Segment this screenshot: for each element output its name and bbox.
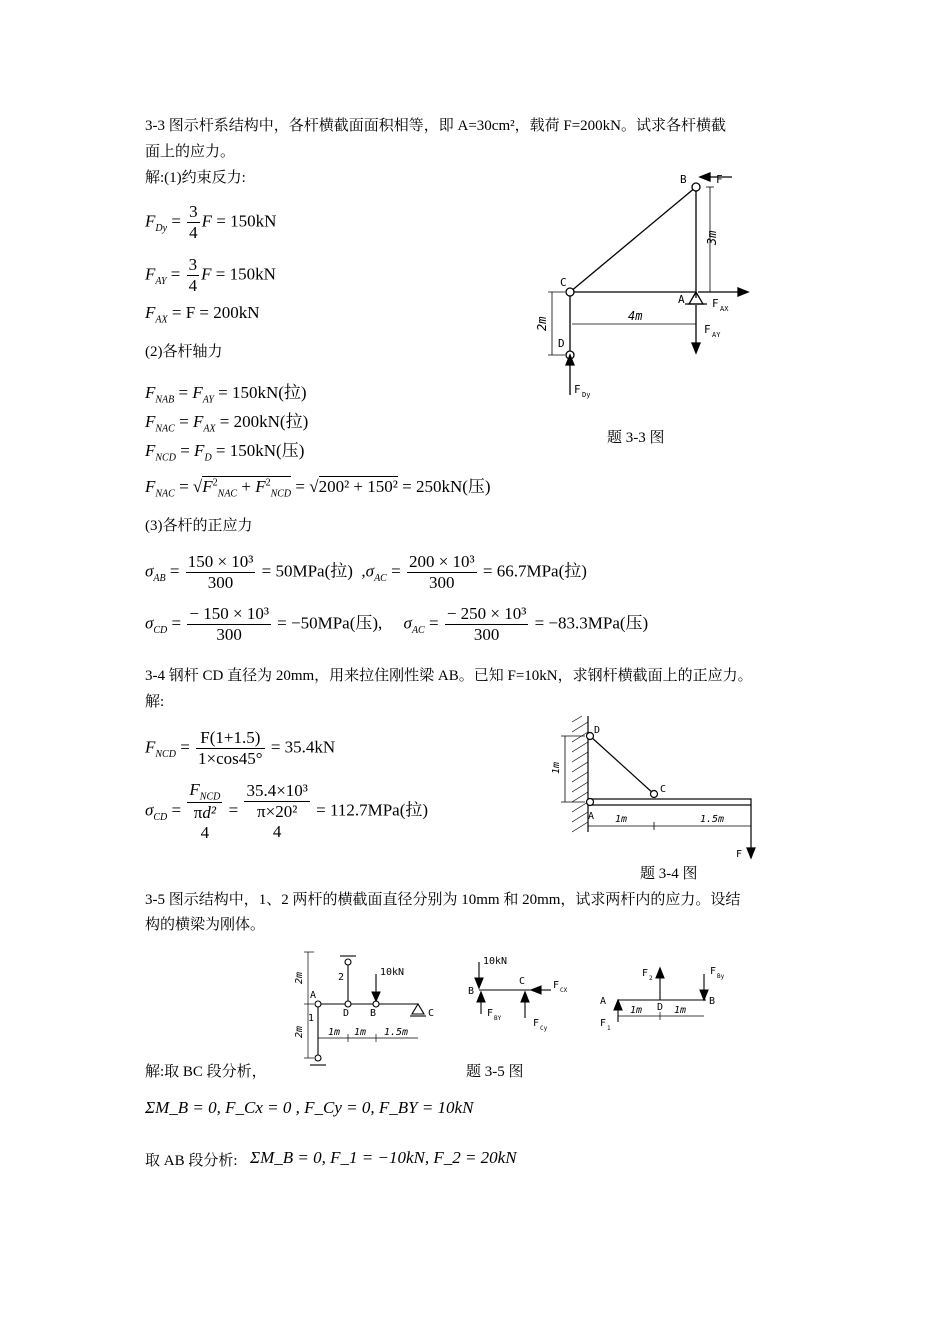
p33-numm150: − 150 × 10³ xyxy=(189,604,269,623)
f34-C: C xyxy=(660,784,667,795)
f34-D: D xyxy=(594,725,601,736)
p33-s3: = −50MPa(压), xyxy=(277,613,383,633)
p33-num200: 200 × 10³ xyxy=(408,552,475,571)
p33-line1: 3-3 图示杆系结构中，各杆横截面面积相等，即 A=30cm²，载荷 F=200kN。试求各杆横截 xyxy=(145,118,726,134)
f35-B: B xyxy=(370,1008,377,1019)
p34-pi1: π xyxy=(193,803,203,823)
f33-FDy: F xyxy=(574,383,581,396)
p33-n4-val: = 250kN(压) xyxy=(402,477,491,496)
fig-3-5-bc xyxy=(465,952,575,1037)
f35m-load: 10kN xyxy=(483,956,508,967)
p33-s-row2: $\sigma_{CD}$ = $\frac{\text{− 150 × 10³}}{300}$ = −50MPa(压), $\sigma_{AC}$ = $\frac{\text{− 250 × 10³}}{300}$ = −83.3MPa(压) xyxy=(145,604,649,644)
f35-m1b: 1m xyxy=(354,1027,367,1038)
p34-eq2r: = 112.7MPa(拉) xyxy=(316,800,429,820)
p33-s1: = 50MPa(拉) xyxy=(261,561,353,581)
p34-eq2n: 35.4×10³ xyxy=(246,781,308,801)
p33-n2-val: = 200kN(拉) xyxy=(219,412,309,431)
p33-numm250: − 250 × 10³ xyxy=(446,604,527,623)
f33-A: A xyxy=(678,293,685,306)
fig-3-5-ab xyxy=(598,960,728,1040)
f33-d4: 4m xyxy=(628,309,643,323)
f35-m2a: 2m xyxy=(294,971,305,984)
p33-eq1: $F_{Dy}$ = $\frac{3}{4}$ F = 150kN xyxy=(145,202,277,242)
p33-sol: 解:(1)约束反力: xyxy=(145,170,246,186)
p33-den300d: 300 xyxy=(473,625,500,644)
f33-FAX: F xyxy=(712,297,719,310)
f35m-B: B xyxy=(468,986,475,997)
p34-pi2: π xyxy=(257,802,266,822)
p34-four1: 4 xyxy=(200,823,210,843)
f35-D: D xyxy=(343,1008,350,1019)
p33-line2: 面上的应力。 xyxy=(145,144,236,160)
p33-den300b: 300 xyxy=(429,573,455,592)
p33-s-row1: $\sigma_{AB}$ = $\frac{\text{150 × 10³}}{300}$ = 50MPa(拉) $,\sigma_{AC}$ = $\frac{\text{200 × 10³}}{300}$ = 66.7MPa(拉) xyxy=(145,552,587,592)
f33-d3: 3m xyxy=(705,230,719,245)
p33-n2: $F_{NAC} = F_{AX} = 200kN$(拉) xyxy=(145,412,309,435)
f34-A: A xyxy=(588,811,595,822)
f33-FDy-sub: Dy xyxy=(582,391,591,399)
p33-h2: (2)各杆轴力 xyxy=(145,344,223,360)
p34-eq1: $F_{NCD}$ = $\frac{F(1+1.5)}{1\times\cos 45^\circ}$ = 35.4kN xyxy=(145,728,336,768)
p35-line1: 3-5 图示结构中，1、2 两杆的横截面直径分别为 10mm 和 20mm，试求两杆内的应力。设结 xyxy=(145,892,741,908)
p33-eq3-val: = F = 200kN xyxy=(171,303,260,322)
f35m-FBY-sub: BY xyxy=(494,1015,502,1022)
f35r-B: B xyxy=(709,996,716,1007)
f33-FAY: F xyxy=(704,323,711,336)
p34-eq1r: = 35.4kN xyxy=(270,737,336,757)
f35m-FBY: F xyxy=(487,1008,494,1019)
f35r-F2: F xyxy=(642,968,649,979)
f35r-A: A xyxy=(600,996,607,1007)
p34-four2: 4 xyxy=(272,822,282,842)
p35-eq2: ΣM_B = 0, F_1 = −10kN, F_2 = 20kN xyxy=(250,1148,517,1167)
p33-eq3: $F_{AX} = F = 200kN$ xyxy=(145,303,260,326)
p33-n4: $F_{NAC} = √F^2_{NAC} + F^2_{NCD} = √200^2 + 150^2 = 250kN$(压) xyxy=(145,477,491,500)
p34-eq1d: 1×cos45° xyxy=(198,749,263,768)
p33-den300a: 300 xyxy=(207,573,234,592)
f33-C: C xyxy=(560,276,567,289)
f33-D: D xyxy=(558,337,565,350)
f35-m15: 1.5m xyxy=(384,1027,409,1038)
f35r-F1: F xyxy=(600,1018,607,1029)
p33-caption: 题 3-3 图 xyxy=(607,430,665,446)
f35m-FCY: F xyxy=(533,1018,540,1029)
f35m-FCX-sub: CX xyxy=(560,987,568,994)
p34-eq1n: F(1+1.5) xyxy=(196,728,265,749)
p34-line1: 3-4 钢杆 CD 直径为 20mm，用来拉住刚性梁 AB。已知 F=10kN，求钢杆横截面上的正应力。 xyxy=(145,668,753,684)
p33-eq2-val: = 150kN xyxy=(215,264,276,284)
p33-s2: = 66.7MPa(拉) xyxy=(482,561,587,581)
p34-eq2: $\sigma_{CD}$ = $F_{NCD}$ πd² 4 = 35.4×10³ π×20² 4 = 112.7MPa(拉) xyxy=(145,780,429,843)
f34-d15: 1.5m xyxy=(700,814,725,825)
fig-3-5-structure xyxy=(286,948,446,1073)
f35-m2b: 2m xyxy=(294,1025,305,1038)
p34-caption: 题 3-4 图 xyxy=(640,866,698,882)
fig-3-4 xyxy=(550,712,770,862)
f35r-F2-sub: 2 xyxy=(649,975,653,982)
p33-s4: = −83.3MPa(压) xyxy=(534,613,649,633)
p33-eq1-val: = 150kN xyxy=(216,211,277,231)
p33-n3-val: = 150kN(压) xyxy=(215,441,305,460)
p33-n1: $F_{NAB} = F_{AY} = 150kN$(拉) xyxy=(145,383,307,406)
f35-n2: 2 xyxy=(338,972,345,983)
f35-load: 10kN xyxy=(380,967,405,978)
f35m-FCX: F xyxy=(553,980,560,991)
f35r-FBy: F xyxy=(710,966,717,977)
f33-F: F xyxy=(716,173,723,186)
f33-B: B xyxy=(680,173,687,186)
f33-FAY-sub: AY xyxy=(712,331,721,339)
f33-FAX-sub: AX xyxy=(720,305,729,313)
p33-h3: (3)各杆的正应力 xyxy=(145,518,253,534)
f35-C: C xyxy=(428,1008,435,1019)
f35r-F1-sub: 1 xyxy=(607,1025,611,1032)
fig-3-3 xyxy=(520,165,760,405)
p33-den300c: 300 xyxy=(216,625,242,644)
p34-sol: 解: xyxy=(145,694,165,710)
f35r-m1a: 1m xyxy=(630,1005,643,1016)
p35-line2: 构的横梁为刚体。 xyxy=(145,917,266,933)
f33-d2: 2m xyxy=(535,316,549,331)
p35-sol: 解:取 BC 段分析， xyxy=(145,1064,267,1080)
f34-dv: 1m xyxy=(551,761,562,774)
p34-x20: ×20² xyxy=(265,802,298,822)
p35-eq2label: 取 AB 段分析: xyxy=(145,1153,238,1169)
p33-n3: $F_{NCD} = F_D = 150kN$(压) xyxy=(145,441,305,464)
f34-F: F xyxy=(736,849,743,860)
f35-A: A xyxy=(310,990,317,1001)
f35r-FBy-sub: By xyxy=(717,973,725,980)
p35-caption: 题 3-5 图 xyxy=(466,1064,524,1080)
f35m-C: C xyxy=(519,976,526,987)
p34-d2: d² xyxy=(202,803,216,823)
p33-eq2: $F_{AY}$ = $\frac{3}{4}$ F = 150kN xyxy=(145,255,276,295)
f35-m1a: 1m xyxy=(328,1027,341,1038)
f35m-FCY-sub: Cy xyxy=(540,1025,548,1032)
p33-num150: 150 × 10³ xyxy=(187,552,254,571)
p33-n1-val: = 150kN(拉) xyxy=(218,383,307,402)
f34-d1: 1m xyxy=(615,814,628,825)
p35-eq1: ΣM_B = 0, F_Cx = 0 , F_Cy = 0, F_BY = 10kN xyxy=(145,1098,474,1117)
f35r-D: D xyxy=(657,1002,664,1013)
f35-n1: 1 xyxy=(308,1013,315,1024)
f35r-m1b: 1m xyxy=(674,1005,687,1016)
